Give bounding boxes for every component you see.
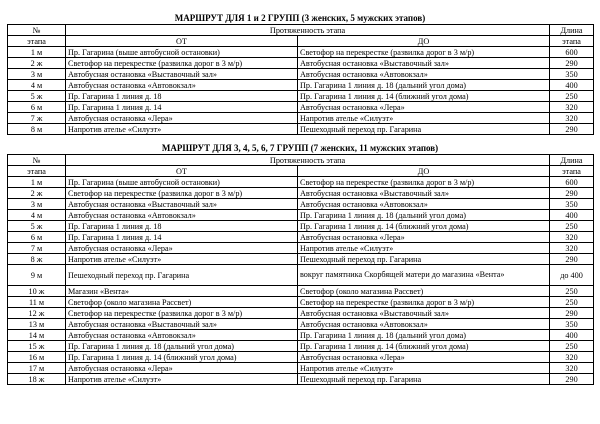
length-cell: 400 — [550, 330, 594, 341]
from-cell: Светофор на перекрестке (развилка дорог в 3 м/р) — [66, 308, 298, 319]
stage-number-cell: 16 м — [8, 352, 66, 363]
length-cell: 400 — [550, 80, 594, 91]
stage-number-cell: 6 м — [8, 232, 66, 243]
from-cell: Пр. Гагарина 1 линия д. 14 (ближний угол дома) — [66, 352, 298, 363]
length-cell: 250 — [550, 341, 594, 352]
length-cell: 290 — [550, 374, 594, 385]
to-cell: Пр. Гагарина 1 линия д. 14 (ближний угол дома) — [298, 91, 550, 102]
length-cell: 400 — [550, 210, 594, 221]
table-row — [8, 80, 594, 91]
from-cell: Напротив ателье «Силуэт» — [66, 374, 298, 385]
to-cell: Пр. Гагарина 1 линия д. 14 (ближний угол дома) — [298, 341, 550, 352]
to-cell: Пешеходный переход пр. Гагарина — [298, 254, 550, 265]
table-row — [8, 330, 594, 341]
from-cell: Пр. Гагарина (выше автобусной остановки) — [66, 177, 298, 188]
table-row — [8, 243, 594, 254]
to-cell: Светофор на перекрестке (развилка дорог в 3 м/р) — [298, 177, 550, 188]
stage-number-cell: 14 м — [8, 330, 66, 341]
from-cell: Автобусная остановка «Автовокзал» — [66, 210, 298, 221]
from-cell: Автобусная остановка «Лера» — [66, 243, 298, 254]
stage-number-header: № — [8, 155, 66, 166]
stage-length-header: Длина — [550, 25, 594, 36]
to-cell: Светофор на перекрестке (развилка дорог в 3 м/р) — [298, 297, 550, 308]
to-cell: Автобусная остановка «Автовокзал» — [298, 319, 550, 330]
to-cell: Автобусная остановка «Лера» — [298, 232, 550, 243]
table-row — [8, 265, 594, 286]
table-row — [8, 177, 594, 188]
stage-number-cell: 7 ж — [8, 113, 66, 124]
stage-extent-header: Протяженность этапа — [66, 155, 550, 166]
table-row — [8, 47, 594, 58]
length-cell: 320 — [550, 243, 594, 254]
from-cell: Светофор на перекрестке (развилка дорог в 3 м/р) — [66, 58, 298, 69]
length-cell: 320 — [550, 113, 594, 124]
table-row — [8, 102, 594, 113]
from-cell: Пр. Гагарина 1 линия д. 14 — [66, 232, 298, 243]
to-cell: Напротив ателье «Силуэт» — [298, 243, 550, 254]
stage-number-cell: 12 ж — [8, 308, 66, 319]
stage-number-cell: 9 м — [8, 265, 66, 286]
length-cell: 350 — [550, 69, 594, 80]
table-row — [8, 374, 594, 385]
from-cell: Автобусная остановка «Лера» — [66, 363, 298, 374]
stage-number-cell: 11 м — [8, 297, 66, 308]
from-header: ОТ — [66, 166, 298, 177]
to-cell: Пешеходный переход пр. Гагарина — [298, 124, 550, 135]
stage-length-subheader: этапа — [550, 166, 594, 177]
from-cell: Пр. Гагарина 1 линия д. 18 — [66, 221, 298, 232]
stage-number-cell: 5 ж — [8, 221, 66, 232]
to-header: ДО — [298, 166, 550, 177]
table-row — [8, 341, 594, 352]
stage-number-subheader: этапа — [8, 166, 66, 177]
length-cell: 290 — [550, 58, 594, 69]
route-table-groups-3-7 — [7, 154, 594, 385]
route-title-groups-3-7: МАРШРУТ ДЛЯ 3, 4, 5, 6, 7 ГРУПП (7 женских, 11 мужских этапов) — [161, 143, 439, 153]
to-cell: Автобусная остановка «Автовокзал» — [298, 199, 550, 210]
length-cell: 320 — [550, 232, 594, 243]
stage-number-cell: 17 м — [8, 363, 66, 374]
stage-number-cell: 1 м — [8, 47, 66, 58]
to-cell: Автобусная остановка «Лера» — [298, 102, 550, 113]
stage-length-header: Длина — [550, 155, 594, 166]
to-cell: Пр. Гагарина 1 линия д. 18 (дальний угол дома) — [298, 80, 550, 91]
stage-number-cell: 18 ж — [8, 374, 66, 385]
length-cell: 320 — [550, 363, 594, 374]
from-cell: Автобусная остановка «Автовокзал» — [66, 80, 298, 91]
to-cell: вокруг памятника Скорбящей матери до магазина «Вента» — [298, 265, 550, 286]
route-table-groups-1-2 — [7, 24, 594, 135]
to-cell: Пр. Гагарина 1 линия д. 18 (дальний угол дома) — [298, 330, 550, 341]
stage-number-cell: 2 ж — [8, 58, 66, 69]
length-cell: до 400 — [550, 265, 594, 286]
table-row — [8, 199, 594, 210]
table-row — [8, 124, 594, 135]
stage-number-cell: 6 м — [8, 102, 66, 113]
stage-number-cell: 5 ж — [8, 91, 66, 102]
stage-number-cell: 3 м — [8, 69, 66, 80]
table-row — [8, 91, 594, 102]
to-cell: Напротив ателье «Силуэт» — [298, 113, 550, 124]
table-row — [8, 363, 594, 374]
length-cell: 290 — [550, 124, 594, 135]
from-cell: Автобусная остановка «Автовокзал» — [66, 330, 298, 341]
table-row — [8, 69, 594, 80]
from-cell: Напротив ателье «Силуэт» — [66, 124, 298, 135]
stage-number-cell: 10 ж — [8, 286, 66, 297]
to-cell: Автобусная остановка «Выставочный зал» — [298, 308, 550, 319]
to-cell: Автобусная остановка «Автовокзал» — [298, 69, 550, 80]
stage-number-cell: 4 м — [8, 80, 66, 91]
table-row — [8, 352, 594, 363]
length-cell: 250 — [550, 221, 594, 232]
from-cell: Магазин «Вента» — [66, 286, 298, 297]
table-row — [8, 58, 594, 69]
table-row — [8, 210, 594, 221]
to-cell: Пешеходный переход пр. Гагарина — [298, 374, 550, 385]
table-row — [8, 188, 594, 199]
stage-number-cell: 8 ж — [8, 254, 66, 265]
length-cell: 290 — [550, 188, 594, 199]
from-cell: Светофор (около магазина Рассвет) — [66, 297, 298, 308]
length-cell: 350 — [550, 199, 594, 210]
length-cell: 250 — [550, 91, 594, 102]
stage-number-cell: 2 ж — [8, 188, 66, 199]
stage-number-cell: 3 м — [8, 199, 66, 210]
to-cell: Светофор на перекрестке (развилка дорог в 3 м/р) — [298, 47, 550, 58]
from-cell: Пр. Гагарина 1 линия д. 18 — [66, 91, 298, 102]
stage-number-cell: 1 м — [8, 177, 66, 188]
stage-extent-header: Протяженность этапа — [66, 25, 550, 36]
to-cell: Светофор (около магазина Рассвет) — [298, 286, 550, 297]
stage-number-cell: 15 ж — [8, 341, 66, 352]
stage-number-cell: 7 м — [8, 243, 66, 254]
from-cell: Автобусная остановка «Выставочный зал» — [66, 69, 298, 80]
from-cell: Пр. Гагарина 1 линия д. 14 — [66, 102, 298, 113]
from-cell: Пешеходный переход пр. Гагарина — [66, 265, 298, 286]
stage-number-cell: 13 м — [8, 319, 66, 330]
length-cell: 600 — [550, 47, 594, 58]
table-row — [8, 308, 594, 319]
from-cell: Пр. Гагарина 1 линия д. 18 (дальний угол дома) — [66, 341, 298, 352]
stage-length-subheader: этапа — [550, 36, 594, 47]
table-row — [8, 113, 594, 124]
length-cell: 320 — [550, 352, 594, 363]
to-cell: Автобусная остановка «Выставочный зал» — [298, 188, 550, 199]
stage-number-cell: 4 м — [8, 210, 66, 221]
length-cell: 350 — [550, 319, 594, 330]
to-cell: Автобусная остановка «Лера» — [298, 352, 550, 363]
length-cell: 250 — [550, 297, 594, 308]
table-row — [8, 286, 594, 297]
length-cell: 290 — [550, 254, 594, 265]
length-cell: 600 — [550, 177, 594, 188]
table-row — [8, 232, 594, 243]
table-row — [8, 297, 594, 308]
from-header: ОТ — [66, 36, 298, 47]
table-row — [8, 254, 594, 265]
to-cell: Пр. Гагарина 1 линия д. 14 (ближний угол дома) — [298, 221, 550, 232]
table-row — [8, 319, 594, 330]
table-row — [8, 221, 594, 232]
stage-number-cell: 8 м — [8, 124, 66, 135]
to-header: ДО — [298, 36, 550, 47]
to-cell: Пр. Гагарина 1 линия д. 18 (дальний угол дома) — [298, 210, 550, 221]
from-cell: Автобусная остановка «Выставочный зал» — [66, 199, 298, 210]
to-cell: Автобусная остановка «Выставочный зал» — [298, 58, 550, 69]
from-cell: Автобусная остановка «Лера» — [66, 113, 298, 124]
length-cell: 320 — [550, 102, 594, 113]
to-cell: Напротив ателье «Силуэт» — [298, 363, 550, 374]
from-cell: Светофор на перекрестке (развилка дорог в 3 м/р) — [66, 188, 298, 199]
stage-number-header: № — [8, 25, 66, 36]
route-title-groups-1-2: МАРШРУТ ДЛЯ 1 и 2 ГРУПП (3 женских, 5 мужских этапов) — [174, 13, 426, 23]
from-cell: Пр. Гагарина (выше автобусной остановки) — [66, 47, 298, 58]
stage-number-subheader: этапа — [8, 36, 66, 47]
length-cell: 290 — [550, 308, 594, 319]
length-cell: 250 — [550, 286, 594, 297]
from-cell: Напротив ателье «Силуэт» — [66, 254, 298, 265]
from-cell: Автобусная остановка «Выставочный зал» — [66, 319, 298, 330]
